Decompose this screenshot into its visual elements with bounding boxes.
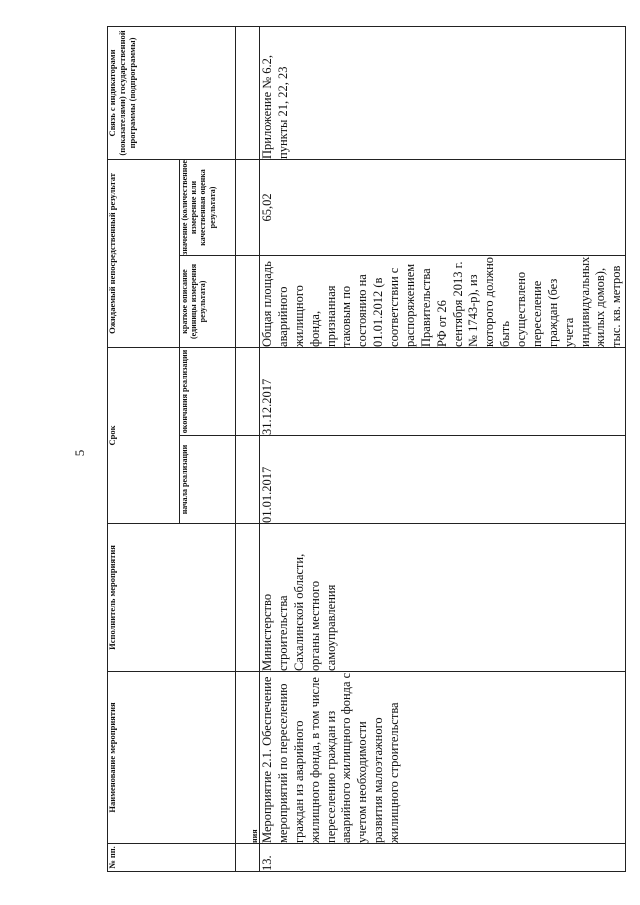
carryover-num-cell (236, 844, 260, 872)
carryover-cell (236, 524, 260, 672)
row-result-value: 65,02 (260, 159, 626, 255)
header-term: Срок (108, 347, 180, 523)
header-row-1 (108, 26, 180, 871)
carryover-row (236, 26, 260, 871)
row-result-desc: Общая площадь аварийного жилищного фонда, признанная таковым по состоянию на 01.01.2012 (в соответствии с распоряжением Правительства РФ от 26 сентября 2013 г. № 1743-р), из которого должно быть осуществлено переселение граждан (без учета индивидуальных жилых домов), тыс. кв. метров (260, 255, 626, 347)
row-link: Приложение № 6.2, пункты 21, 22, 23 (260, 26, 626, 159)
row-num: 13. (260, 844, 626, 872)
rotated-table-container (107, 27, 624, 872)
carryover-cell (236, 159, 260, 255)
carryover-text: ния (236, 672, 260, 844)
row-executor: Министерство строительства Сахалинской области, органы местного самоуправления (260, 524, 626, 672)
carryover-cell (236, 436, 260, 524)
page-number: 5 (72, 449, 87, 457)
header-link: Связь с индикаторами (показателями) государственной программы (подпрограммы) (108, 26, 236, 159)
measures-table (107, 26, 626, 872)
header-executor: Исполнитель мероприятия (108, 524, 236, 672)
carryover-cell (236, 26, 260, 159)
header-term-end: окончания реализации (180, 347, 236, 435)
header-term-start: начала реализации (180, 436, 236, 524)
header-result-desc: краткое описание (единицы измерения результата) (180, 255, 236, 347)
header-name: Наименование мероприятия (108, 672, 236, 844)
row-start-date: 01.01.2017 (260, 436, 626, 524)
carryover-cell (236, 255, 260, 347)
header-num: № пп. (108, 844, 236, 872)
header-result: Ожидаемый непосредственный результат (108, 159, 180, 347)
carryover-cell (236, 347, 260, 435)
row-end-date: 31.12.2017 (260, 347, 626, 435)
header-result-value: значение (количественное измерение или качественная оценка результата) (180, 159, 236, 255)
table-row (260, 26, 626, 871)
row-name: Мероприятие 2.1. Обеспечение мероприятий по переселению граждан из аварийного жилищного фонда, в том числе переселению граждан из аварийного жилищного фонда с учетом необходимости развития малоэтажного жилищного строительства (260, 672, 626, 844)
